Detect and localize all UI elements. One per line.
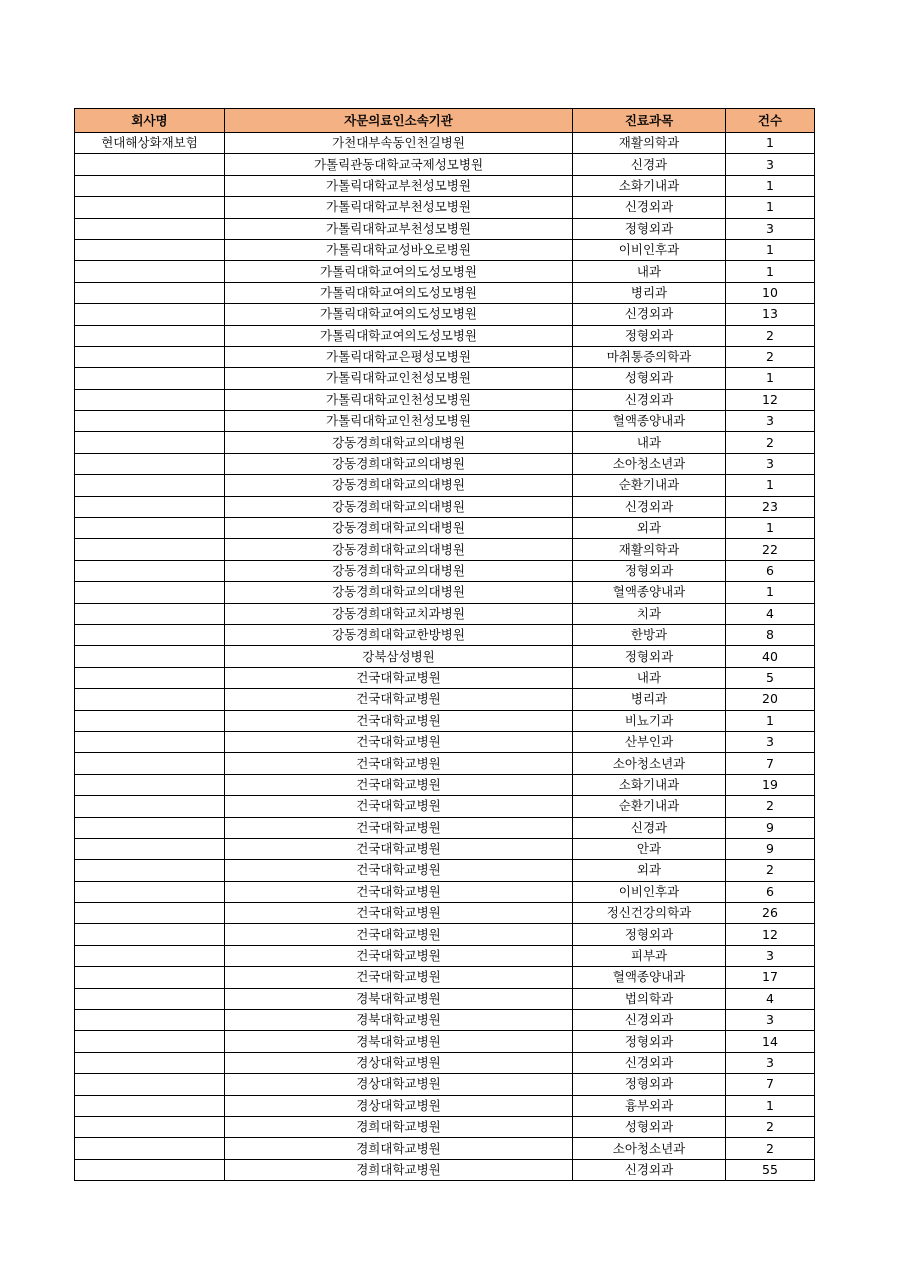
institution-cell: 가톨릭대학교여의도성모병원 — [225, 261, 573, 282]
institution-cell: 강북삼성병원 — [225, 646, 573, 667]
table-row — [75, 924, 815, 945]
company-cell — [75, 1095, 225, 1116]
table-row — [75, 1052, 815, 1073]
department-cell: 산부인과 — [573, 731, 726, 752]
table-row — [75, 774, 815, 795]
count-cell: 1 — [726, 475, 815, 496]
institution-cell: 건국대학교병원 — [225, 924, 573, 945]
institution-cell: 가톨릭관동대학교국제성모병원 — [225, 154, 573, 175]
count-cell: 20 — [726, 689, 815, 710]
company-cell — [75, 282, 225, 303]
department-cell: 정형외과 — [573, 646, 726, 667]
institution-cell: 건국대학교병원 — [225, 860, 573, 881]
department-cell: 신경외과 — [573, 197, 726, 218]
institution-cell: 경상대학교병원 — [225, 1074, 573, 1095]
count-cell: 1 — [726, 175, 815, 196]
institution-cell: 경상대학교병원 — [225, 1052, 573, 1073]
count-cell: 4 — [726, 603, 815, 624]
table-row — [75, 496, 815, 517]
department-cell: 순환기내과 — [573, 475, 726, 496]
table-row — [75, 945, 815, 966]
department-cell: 소아청소년과 — [573, 753, 726, 774]
company-cell — [75, 475, 225, 496]
company-cell — [75, 967, 225, 988]
header-company: 회사명 — [75, 109, 225, 133]
table-row — [75, 710, 815, 731]
department-cell: 내과 — [573, 667, 726, 688]
institution-cell: 건국대학교병원 — [225, 667, 573, 688]
institution-cell: 가톨릭대학교은평성모병원 — [225, 346, 573, 367]
table-row — [75, 1095, 815, 1116]
institution-cell: 건국대학교병원 — [225, 945, 573, 966]
company-cell — [75, 432, 225, 453]
department-cell: 신경과 — [573, 154, 726, 175]
table-row — [75, 197, 815, 218]
table-row — [75, 346, 815, 367]
company-cell — [75, 1031, 225, 1052]
company-cell — [75, 796, 225, 817]
company-cell — [75, 1074, 225, 1095]
header-row — [75, 109, 815, 133]
department-cell: 혈액종양내과 — [573, 411, 726, 432]
institution-cell: 건국대학교병원 — [225, 903, 573, 924]
department-cell: 정신건강의학과 — [573, 903, 726, 924]
count-cell: 1 — [726, 518, 815, 539]
institution-cell: 건국대학교병원 — [225, 817, 573, 838]
department-cell: 내과 — [573, 261, 726, 282]
department-cell: 신경외과 — [573, 389, 726, 410]
institution-cell: 경북대학교병원 — [225, 1010, 573, 1031]
count-cell: 3 — [726, 218, 815, 239]
count-cell: 4 — [726, 988, 815, 1009]
count-cell: 7 — [726, 1074, 815, 1095]
institution-cell: 건국대학교병원 — [225, 967, 573, 988]
table-row — [75, 817, 815, 838]
count-cell: 3 — [726, 731, 815, 752]
advisory-table — [74, 108, 815, 1181]
institution-cell: 건국대학교병원 — [225, 838, 573, 859]
institution-cell: 강동경희대학교의대병원 — [225, 453, 573, 474]
company-cell — [75, 154, 225, 175]
company-cell — [75, 368, 225, 389]
table-row — [75, 175, 815, 196]
table-row — [75, 988, 815, 1009]
count-cell: 3 — [726, 154, 815, 175]
count-cell: 1 — [726, 197, 815, 218]
table-row — [75, 1074, 815, 1095]
department-cell: 정형외과 — [573, 1074, 726, 1095]
table-row — [75, 389, 815, 410]
company-cell — [75, 582, 225, 603]
department-cell: 소화기내과 — [573, 774, 726, 795]
table-row — [75, 304, 815, 325]
department-cell: 소아청소년과 — [573, 453, 726, 474]
department-cell: 신경외과 — [573, 1052, 726, 1073]
table-row — [75, 411, 815, 432]
count-cell: 6 — [726, 881, 815, 902]
company-cell — [75, 624, 225, 645]
institution-cell: 가톨릭대학교부천성모병원 — [225, 175, 573, 196]
table-row — [75, 753, 815, 774]
table-row — [75, 518, 815, 539]
company-cell — [75, 197, 225, 218]
institution-cell: 강동경희대학교한방병원 — [225, 624, 573, 645]
department-cell: 신경외과 — [573, 1159, 726, 1180]
institution-cell: 강동경희대학교치과병원 — [225, 603, 573, 624]
department-cell: 비뇨기과 — [573, 710, 726, 731]
company-cell — [75, 753, 225, 774]
company-cell — [75, 325, 225, 346]
institution-cell: 경희대학교병원 — [225, 1159, 573, 1180]
company-cell — [75, 924, 225, 945]
company-cell — [75, 218, 225, 239]
department-cell: 피부과 — [573, 945, 726, 966]
count-cell: 3 — [726, 1010, 815, 1031]
company-cell — [75, 389, 225, 410]
institution-cell: 경상대학교병원 — [225, 1095, 573, 1116]
department-cell: 신경외과 — [573, 1010, 726, 1031]
count-cell: 8 — [726, 624, 815, 645]
company-cell — [75, 304, 225, 325]
department-cell: 외과 — [573, 860, 726, 881]
count-cell: 3 — [726, 945, 815, 966]
count-cell: 23 — [726, 496, 815, 517]
company-cell — [75, 261, 225, 282]
institution-cell: 가톨릭대학교여의도성모병원 — [225, 304, 573, 325]
table-row — [75, 624, 815, 645]
department-cell: 정형외과 — [573, 325, 726, 346]
table-row — [75, 860, 815, 881]
department-cell: 정형외과 — [573, 924, 726, 945]
department-cell: 재활의학과 — [573, 539, 726, 560]
count-cell: 2 — [726, 346, 815, 367]
company-cell — [75, 1138, 225, 1159]
count-cell: 1 — [726, 1095, 815, 1116]
department-cell: 소아청소년과 — [573, 1138, 726, 1159]
department-cell: 순환기내과 — [573, 796, 726, 817]
count-cell: 2 — [726, 432, 815, 453]
department-cell: 신경외과 — [573, 496, 726, 517]
count-cell: 1 — [726, 582, 815, 603]
count-cell: 22 — [726, 539, 815, 560]
count-cell: 55 — [726, 1159, 815, 1180]
department-cell: 내과 — [573, 432, 726, 453]
table-row — [75, 603, 815, 624]
institution-cell: 경북대학교병원 — [225, 1031, 573, 1052]
institution-cell: 가톨릭대학교여의도성모병원 — [225, 282, 573, 303]
institution-cell: 가톨릭대학교인천성모병원 — [225, 368, 573, 389]
department-cell: 안과 — [573, 838, 726, 859]
institution-cell: 가톨릭대학교인천성모병원 — [225, 389, 573, 410]
company-cell — [75, 239, 225, 260]
count-cell: 6 — [726, 560, 815, 581]
count-cell: 26 — [726, 903, 815, 924]
table-row — [75, 218, 815, 239]
company-cell — [75, 731, 225, 752]
institution-cell: 가톨릭대학교부천성모병원 — [225, 197, 573, 218]
count-cell: 3 — [726, 1052, 815, 1073]
department-cell: 병리과 — [573, 282, 726, 303]
company-cell — [75, 945, 225, 966]
table-row — [75, 1010, 815, 1031]
count-cell: 9 — [726, 817, 815, 838]
table-row — [75, 838, 815, 859]
institution-cell: 강동경희대학교의대병원 — [225, 496, 573, 517]
department-cell: 신경과 — [573, 817, 726, 838]
table-row — [75, 646, 815, 667]
table-row — [75, 796, 815, 817]
count-cell: 10 — [726, 282, 815, 303]
institution-cell: 경희대학교병원 — [225, 1138, 573, 1159]
table-row — [75, 539, 815, 560]
department-cell: 외과 — [573, 518, 726, 539]
institution-cell: 가톨릭대학교인천성모병원 — [225, 411, 573, 432]
company-cell — [75, 518, 225, 539]
department-cell: 정형외과 — [573, 560, 726, 581]
table-row — [75, 560, 815, 581]
table-row — [75, 1138, 815, 1159]
company-cell — [75, 453, 225, 474]
company-cell — [75, 689, 225, 710]
table-row — [75, 1031, 815, 1052]
department-cell: 성형외과 — [573, 368, 726, 389]
count-cell: 40 — [726, 646, 815, 667]
department-cell: 마취통증의학과 — [573, 346, 726, 367]
institution-cell: 가톨릭대학교성바오로병원 — [225, 239, 573, 260]
company-cell — [75, 860, 225, 881]
count-cell: 3 — [726, 453, 815, 474]
company-cell — [75, 988, 225, 1009]
table-row — [75, 239, 815, 260]
institution-cell: 건국대학교병원 — [225, 796, 573, 817]
department-cell: 정형외과 — [573, 218, 726, 239]
institution-cell: 건국대학교병원 — [225, 710, 573, 731]
institution-cell: 건국대학교병원 — [225, 774, 573, 795]
count-cell: 17 — [726, 967, 815, 988]
institution-cell: 건국대학교병원 — [225, 689, 573, 710]
count-cell: 9 — [726, 838, 815, 859]
table-row — [75, 903, 815, 924]
company-cell — [75, 817, 225, 838]
count-cell: 1 — [726, 261, 815, 282]
count-cell: 1 — [726, 239, 815, 260]
department-cell: 병리과 — [573, 689, 726, 710]
table-row — [75, 368, 815, 389]
institution-cell: 건국대학교병원 — [225, 881, 573, 902]
institution-cell: 강동경희대학교의대병원 — [225, 475, 573, 496]
header-count: 건수 — [726, 109, 815, 133]
table-row — [75, 967, 815, 988]
count-cell: 2 — [726, 796, 815, 817]
department-cell: 신경외과 — [573, 304, 726, 325]
count-cell: 5 — [726, 667, 815, 688]
count-cell: 13 — [726, 304, 815, 325]
company-cell — [75, 881, 225, 902]
institution-cell: 건국대학교병원 — [225, 731, 573, 752]
company-cell: 현대해상화재보험 — [75, 133, 225, 154]
table-row — [75, 261, 815, 282]
department-cell: 재활의학과 — [573, 133, 726, 154]
company-cell — [75, 710, 225, 731]
count-cell: 3 — [726, 411, 815, 432]
department-cell: 흉부외과 — [573, 1095, 726, 1116]
count-cell: 19 — [726, 774, 815, 795]
count-cell: 2 — [726, 1116, 815, 1137]
table-row — [75, 1116, 815, 1137]
department-cell: 법의학과 — [573, 988, 726, 1009]
count-cell: 1 — [726, 368, 815, 389]
table-row — [75, 154, 815, 175]
table-row — [75, 689, 815, 710]
department-cell: 성형외과 — [573, 1116, 726, 1137]
header-institution: 자문의료인소속기관 — [225, 109, 573, 133]
table-row — [75, 1159, 815, 1180]
department-cell: 혈액종양내과 — [573, 967, 726, 988]
company-cell — [75, 496, 225, 517]
company-cell — [75, 560, 225, 581]
company-cell — [75, 838, 225, 859]
company-cell — [75, 411, 225, 432]
count-cell: 1 — [726, 710, 815, 731]
table-row — [75, 453, 815, 474]
institution-cell: 강동경희대학교의대병원 — [225, 432, 573, 453]
company-cell — [75, 1010, 225, 1031]
department-cell: 이비인후과 — [573, 881, 726, 902]
department-cell: 한방과 — [573, 624, 726, 645]
department-cell: 정형외과 — [573, 1031, 726, 1052]
institution-cell: 강동경희대학교의대병원 — [225, 560, 573, 581]
institution-cell: 강동경희대학교의대병원 — [225, 582, 573, 603]
company-cell — [75, 1116, 225, 1137]
table-row — [75, 475, 815, 496]
company-cell — [75, 603, 225, 624]
header-department: 진료과목 — [573, 109, 726, 133]
company-cell — [75, 539, 225, 560]
company-cell — [75, 346, 225, 367]
table-row — [75, 432, 815, 453]
count-cell: 2 — [726, 860, 815, 881]
company-cell — [75, 646, 225, 667]
count-cell: 1 — [726, 133, 815, 154]
table-row — [75, 667, 815, 688]
count-cell: 2 — [726, 1138, 815, 1159]
department-cell: 이비인후과 — [573, 239, 726, 260]
table-row — [75, 582, 815, 603]
count-cell: 12 — [726, 924, 815, 945]
department-cell: 혈액종양내과 — [573, 582, 726, 603]
count-cell: 2 — [726, 325, 815, 346]
department-cell: 소화기내과 — [573, 175, 726, 196]
count-cell: 12 — [726, 389, 815, 410]
table-row — [75, 282, 815, 303]
table-row — [75, 881, 815, 902]
table-row — [75, 325, 815, 346]
institution-cell: 가톨릭대학교여의도성모병원 — [225, 325, 573, 346]
count-cell: 14 — [726, 1031, 815, 1052]
institution-cell: 가천대부속동인천길병원 — [225, 133, 573, 154]
table-row — [75, 133, 815, 154]
institution-cell: 가톨릭대학교부천성모병원 — [225, 218, 573, 239]
table-row — [75, 731, 815, 752]
company-cell — [75, 667, 225, 688]
company-cell — [75, 1159, 225, 1180]
company-cell — [75, 903, 225, 924]
department-cell: 치과 — [573, 603, 726, 624]
company-cell — [75, 1052, 225, 1073]
institution-cell: 강동경희대학교의대병원 — [225, 518, 573, 539]
institution-cell: 강동경희대학교의대병원 — [225, 539, 573, 560]
company-cell — [75, 774, 225, 795]
company-cell — [75, 175, 225, 196]
count-cell: 7 — [726, 753, 815, 774]
institution-cell: 경북대학교병원 — [225, 988, 573, 1009]
institution-cell: 경희대학교병원 — [225, 1116, 573, 1137]
institution-cell: 건국대학교병원 — [225, 753, 573, 774]
